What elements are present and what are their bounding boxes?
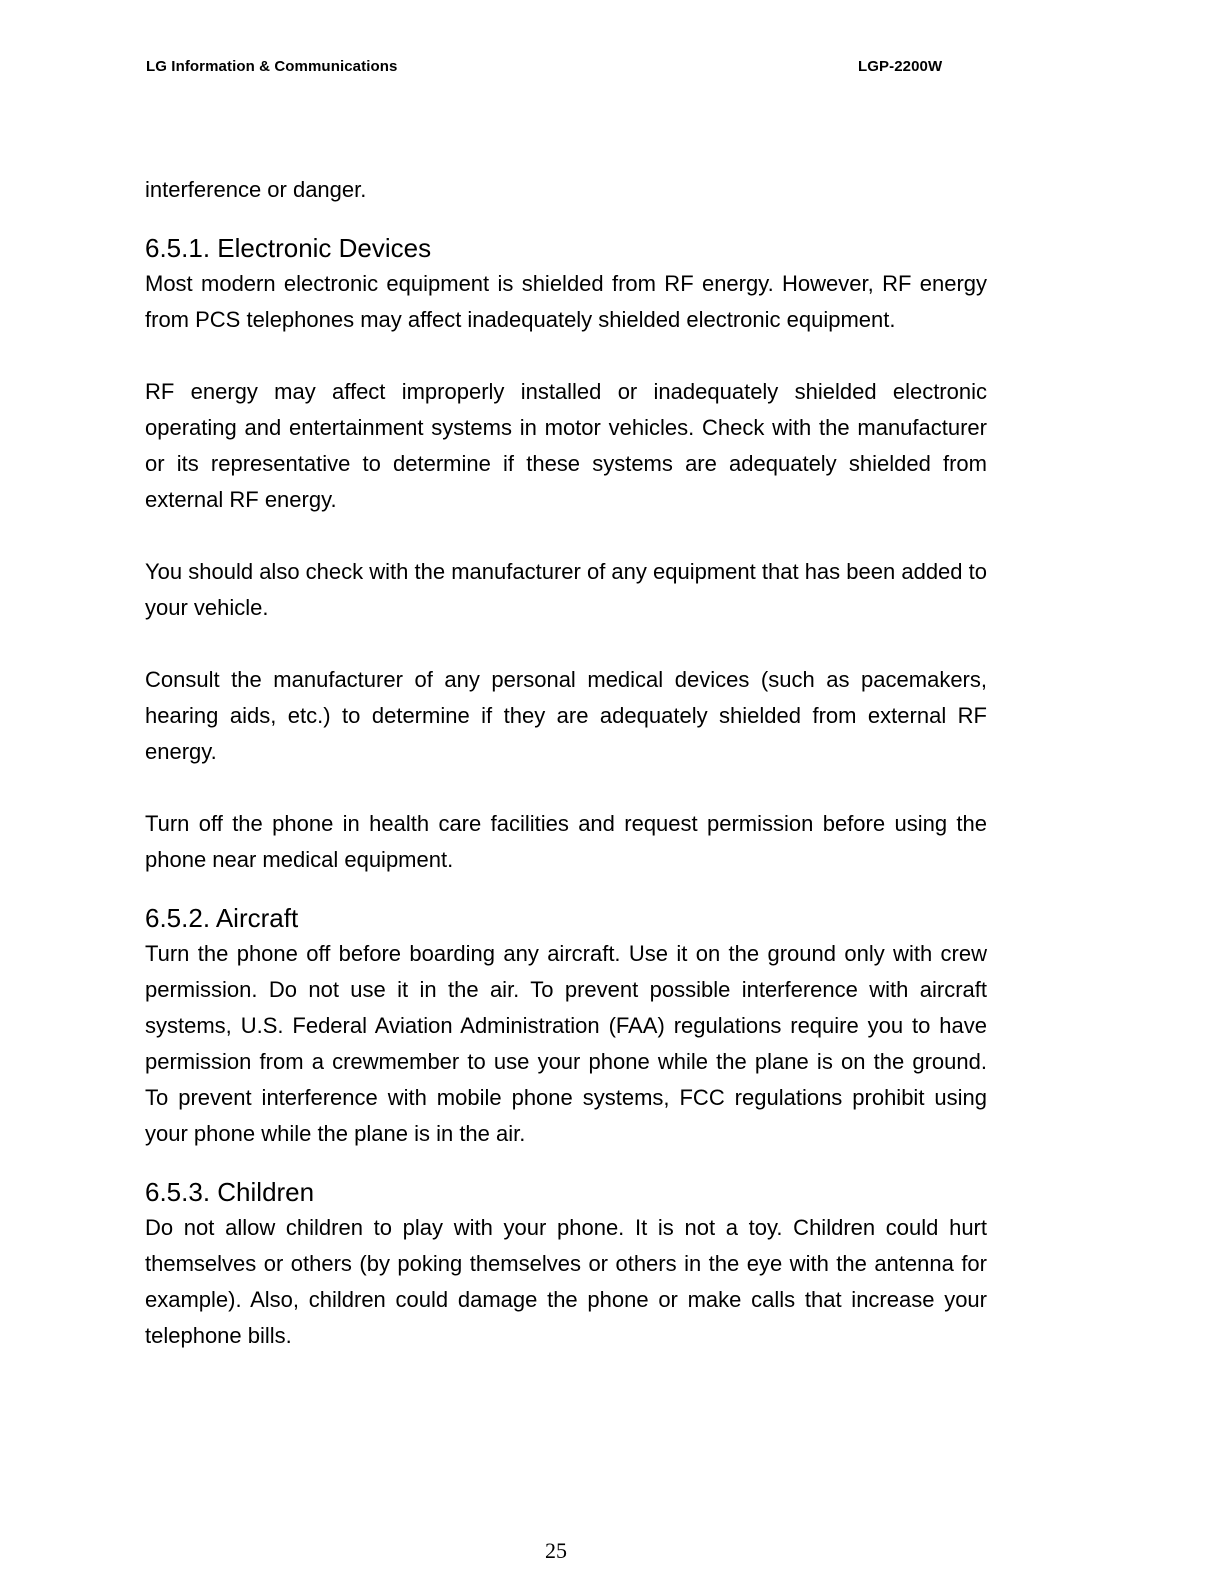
paragraph: Consult the manufacturer of any personal medical devices (such as pacemakers, hearing aids, etc.) to determine if they are adequately shielded from external RF energy. (145, 667, 987, 764)
section-title: 6.5.2. Aircraft (145, 903, 299, 933)
section-children (145, 1174, 987, 1354)
section-title: 6.5.3. Children (145, 1177, 315, 1207)
continued-text: interference or danger. (145, 177, 367, 202)
paragraph: Turn off the phone in health care facilities and request permission before using the phone near medical equipment. (145, 811, 987, 872)
paragraph: Turn the phone off before boarding any aircraft. Use it on the ground only with crew permission. Do not use it in the air. To prevent possible interference with aircraft systems, U.S. Federal Aviation Administration (FAA) regulations require you to have permission from a crewmember to use your phone while the plane is on the ground. To prevent interference with mobile phone systems, FCC regulations prohibit using your phone while the plane is in the air. (145, 941, 987, 1146)
header-company: LG Information & Communications (146, 58, 398, 75)
section-title: 6.5.1. Electronic Devices (145, 233, 432, 263)
paragraph: Most modern electronic equipment is shielded from RF energy. However, RF energy from PCS telephones may affect inadequately shielded electronic equipment. (145, 271, 987, 332)
header-model: LGP-2200W (858, 58, 943, 75)
paragraph: Do not allow children to play with your phone. It is not a toy. Children could hurt themselves or others (by poking themselves or others in the eye with the antenna for example). Also, children could damage the phone or make calls that increase your telephone bills. (145, 1215, 987, 1348)
page-number: 25 (545, 1538, 567, 1563)
section-electronic-devices (145, 230, 987, 878)
section-aircraft (145, 900, 987, 1152)
paragraph: You should also check with the manufacturer of any equipment that has been added to your vehicle. (145, 559, 987, 620)
paragraph: RF energy may affect improperly installed or inadequately shielded electronic operating and entertainment systems in motor vehicles. Check with the manufacturer or its representative to determine if these systems are adequately shielded from external RF energy. (145, 379, 987, 512)
page-content (145, 172, 987, 1376)
